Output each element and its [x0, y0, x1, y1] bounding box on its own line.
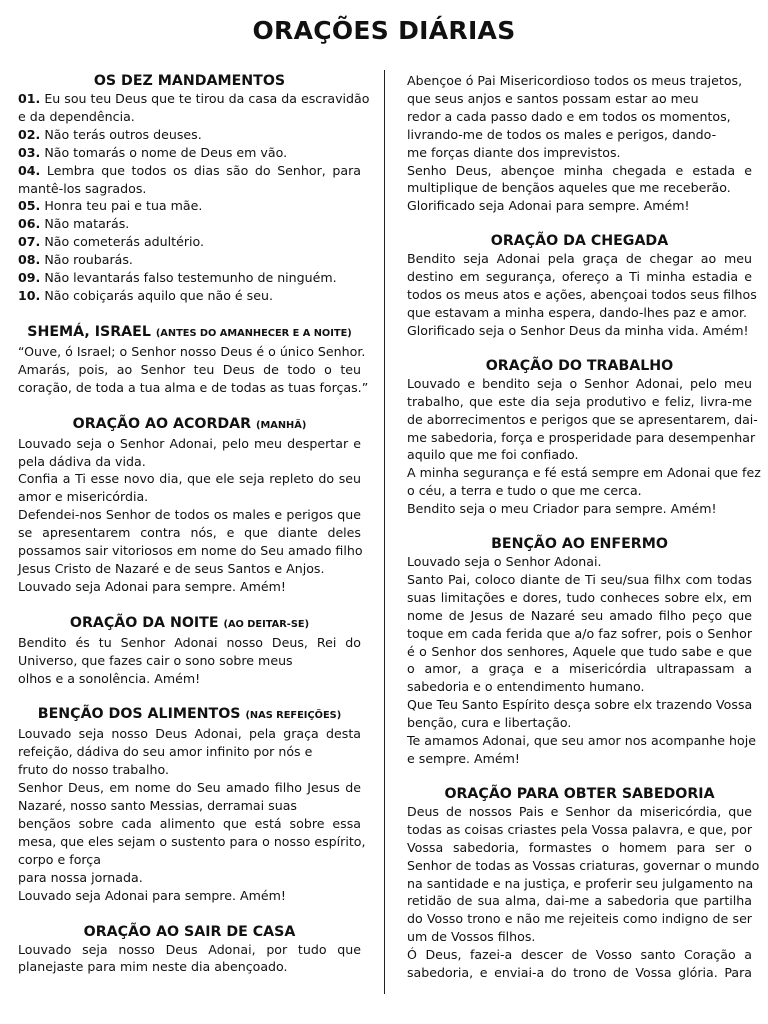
- line-text: de aborrecimentos e perigos que se apresentarem, dai-: [407, 411, 758, 427]
- section-title-text: SHEMÁ, ISRAEL: [27, 323, 151, 340]
- section-title: [407, 357, 752, 375]
- line-text: que seus anjos e santos possam estar ao meu: [407, 90, 699, 106]
- line-text: A minha segurança e fé está sempre em Adonai que fez: [407, 465, 761, 481]
- item-number: 08.: [18, 252, 41, 268]
- text-line: [407, 946, 752, 964]
- section-note: (NAS REFEIÇÕES): [245, 710, 342, 722]
- text-line: [407, 268, 752, 286]
- text-line: [407, 910, 752, 928]
- prayer-section: [407, 785, 760, 982]
- text-line: [407, 714, 752, 732]
- text-line: [18, 343, 366, 361]
- text-line: [18, 379, 369, 397]
- prayer-section: [18, 72, 370, 305]
- line-text: pela dádiva da vida.: [18, 453, 146, 469]
- prayer-section: [18, 415, 361, 596]
- text-line: [407, 857, 760, 875]
- line-text: Senhor de todas as Vossas criaturas, governar o mundo: [407, 857, 760, 873]
- line-text: Lembra que todos os dias são do Senhor, para: [40, 162, 361, 178]
- line-text: Não levantarás falso testemunho de ninguém.: [40, 270, 337, 286]
- text-line: [18, 470, 361, 488]
- section-title-text: BENÇÃO AO ENFERMO: [491, 536, 668, 553]
- text-line: [18, 761, 361, 779]
- right-column: [407, 72, 761, 999]
- line-text: Senho Deus, abençoe minha chegada e estada e: [407, 162, 752, 178]
- line-text: redor a cada passo dado e em todos os momentos,: [407, 108, 731, 124]
- section-note: (MANHÃ): [256, 419, 307, 431]
- item-number: 09.: [18, 270, 41, 286]
- text-line: [18, 90, 370, 108]
- text-line: [407, 322, 752, 340]
- line-text: Ó Deus, fazei-a descer de Vosso santo Coração a: [407, 947, 752, 963]
- line-text: refeição, dádiva do seu amor infinito por nós e: [18, 744, 313, 760]
- line-text: Louvado seja Adonai para sempre. Amém!: [18, 887, 286, 903]
- text-line: [407, 589, 752, 607]
- text-line: [18, 634, 361, 652]
- text-line: [407, 393, 752, 411]
- text-line: [18, 652, 361, 670]
- text-line: [18, 361, 361, 379]
- line-text: olhos e a sonolência. Amém!: [18, 670, 201, 686]
- text-line: [18, 144, 361, 162]
- section-title-text: ORAÇÃO DA CHEGADA: [490, 233, 669, 250]
- text-line: [407, 553, 752, 571]
- line-text: trabalho, que este dia seja produtivo e feliz, livra-me: [407, 393, 752, 409]
- line-text: Louvado seja nosso Deus Adonai, pela graça desta: [18, 726, 361, 742]
- text-line: [407, 179, 752, 197]
- text-line: [407, 500, 752, 518]
- text-line: [18, 126, 361, 144]
- line-text: Vossa sabedoria, formastes o homem para ser o: [407, 839, 752, 855]
- item-number: 05.: [18, 198, 41, 214]
- line-text: destino em segurança, ofereço a Ti minha estadia e: [407, 269, 752, 285]
- section-note: (ANTES DO AMANHECER E A NOITE): [155, 327, 352, 339]
- text-line: [18, 287, 361, 305]
- text-line: [407, 72, 752, 90]
- text-line: [18, 670, 361, 688]
- text-line: [18, 453, 361, 471]
- section-title-text: ORAÇÃO DA NOITE: [69, 614, 219, 631]
- section-title: [18, 72, 361, 90]
- line-text: suas limitações e dores, tudo conheces sobre elx, em: [407, 589, 752, 605]
- line-text: bençãos sobre cada alimento que está sobre essa: [18, 816, 361, 831]
- text-line: [18, 435, 361, 453]
- text-line: [18, 725, 361, 743]
- line-text: Glorificado seja Adonai para sempre. Amém!: [407, 198, 690, 214]
- section-title-text: ORAÇÃO AO SAIR DE CASA: [83, 923, 296, 940]
- prayer-section: [18, 923, 361, 977]
- text-line: [18, 233, 361, 251]
- text-line: [18, 578, 361, 596]
- item-number: 07.: [18, 234, 41, 250]
- line-text: sabedoria e o entendimento humano.: [407, 679, 645, 695]
- item-number: 02.: [18, 126, 41, 142]
- section-title-text: ORAÇÃO PARA OBTER SABEDORIA: [444, 785, 715, 802]
- line-text: se apresentarem contra nós, e que diante deles: [18, 525, 361, 541]
- line-text: coração, de toda a tua alma e de todas as tuas forças.”: [18, 379, 369, 395]
- line-text: Louvado seja nosso Deus Adonai, por tudo que: [18, 941, 361, 957]
- section-title: [18, 923, 361, 941]
- line-text: Santo Pai, coloco diante de Ti seu/sua filhx com todas: [407, 571, 752, 587]
- text-line: [18, 197, 361, 215]
- line-text: Que Teu Santo Espírito desça sobre elx trazendo Vossa: [407, 697, 753, 713]
- line-text: “Ouve, ó Israel; o Senhor nosso Deus é o único Senhor.: [18, 343, 366, 359]
- line-text: Não cobiçarás aquilo que não é seu.: [40, 287, 273, 303]
- line-text: benção, cura e libertação.: [407, 715, 572, 731]
- line-text: toque em cada ferida que a/o faz sofrer, pois o Senhor: [407, 625, 752, 641]
- left-column: [18, 72, 370, 994]
- text-line: [18, 251, 361, 269]
- line-text: Louvado e bendito seja o Senhor Adonai, pelo meu: [407, 375, 752, 391]
- line-text: Bendito seja o meu Criador para sempre. Amém!: [407, 501, 717, 517]
- line-text: possamos sair vitoriosos em nome do Seu amado filho: [18, 543, 363, 559]
- text-line: [18, 488, 361, 506]
- item-number: 10.: [18, 287, 41, 303]
- text-line: [18, 269, 361, 287]
- text-line: [407, 464, 761, 482]
- line-text: e da dependência.: [18, 108, 135, 124]
- text-line: [18, 180, 361, 198]
- text-line: [407, 750, 752, 768]
- text-line: [407, 250, 752, 268]
- text-line: [18, 869, 361, 887]
- text-line: [18, 560, 361, 578]
- section-title-text: ORAÇÃO AO ACORDAR: [72, 415, 252, 432]
- item-number: 03.: [18, 144, 41, 160]
- line-text: Não roubarás.: [40, 252, 133, 268]
- text-line: [18, 941, 361, 959]
- text-line: [407, 375, 752, 393]
- line-text: para nossa jornada.: [18, 869, 143, 885]
- line-text: Nazaré, nosso santo Messias, derramai suas: [18, 798, 297, 814]
- text-line: [18, 542, 361, 560]
- text-line: [407, 839, 752, 857]
- text-line: [407, 304, 752, 322]
- text-line: [407, 964, 752, 982]
- text-line: [18, 887, 361, 905]
- text-line: [18, 215, 361, 233]
- line-text: o amor, a graça e a misericórdia ultrapassam a: [407, 661, 752, 677]
- item-number: 04.: [18, 162, 41, 178]
- line-text: Eu sou teu Deus que te tirou da casa da escravidão: [40, 91, 370, 106]
- page-title: ORAÇÕES DIÁRIAS: [252, 16, 516, 45]
- section-title-text: ORAÇÃO DO TRABALHO: [485, 357, 674, 374]
- section-title: [407, 232, 752, 250]
- line-text: sabedoria, e enviai-a do trono de Vossa glória. Para: [407, 965, 752, 981]
- text-line: [407, 162, 752, 180]
- section-title: [18, 705, 361, 725]
- text-line: [407, 928, 752, 946]
- text-line: [407, 411, 758, 429]
- item-number: 01.: [18, 91, 41, 106]
- line-text: todos os meus atos e ações, abençoai todos seus filhos: [407, 287, 757, 303]
- line-text: livrando-me de todos os males e perigos, dando-: [407, 126, 717, 142]
- text-line: [18, 743, 361, 761]
- text-line: [407, 429, 756, 447]
- prayer-section: [407, 232, 757, 340]
- line-text: Não tomarás o nome de Deus em vão.: [40, 144, 288, 160]
- line-text: Louvado seja Adonai para sempre. Amém!: [18, 578, 286, 594]
- line-text: Bendito seja Adonai pela graça de chegar ao meu: [407, 251, 752, 267]
- line-text: Te amamos Adonai, que seu amor nos acompanhe hoje: [407, 733, 756, 749]
- prayer-section: [18, 705, 366, 904]
- section-title-text: OS DEZ MANDAMENTOS: [93, 73, 286, 89]
- section-title: [407, 535, 752, 553]
- section-title: [18, 323, 361, 343]
- line-text: Deus de nossos Pais e Senhor da misericórdia, que: [407, 803, 752, 819]
- text-line: [407, 607, 752, 625]
- text-line: [407, 108, 752, 126]
- line-text: me forças diante dos imprevistos.: [407, 144, 621, 160]
- line-text: aquilo que me foi confiado.: [407, 447, 579, 463]
- line-text: Bendito és tu Senhor Adonai nosso Deus, Rei do: [18, 634, 361, 650]
- line-text: Universo, que fazes cair o sono sobre meus: [18, 652, 293, 668]
- text-line: [407, 875, 752, 893]
- line-text: Louvado seja o Senhor Adonai, pelo meu despertar e: [18, 435, 361, 451]
- line-text: Amarás, pois, ao Senhor teu Deus de todo o teu: [18, 361, 361, 377]
- column-divider: [384, 70, 385, 994]
- text-line: [18, 779, 361, 797]
- line-text: multiplique de bençãos aqueles que me receberão.: [407, 180, 731, 196]
- text-line: [407, 571, 752, 589]
- section-title: [18, 614, 361, 634]
- text-line: [18, 108, 361, 126]
- line-text: retidão de sua alma, dai-me a sabedoria que partilha: [407, 893, 752, 909]
- line-text: planejaste para mim neste dia abençoado.: [18, 959, 288, 975]
- text-line: [407, 286, 757, 304]
- text-line: [18, 524, 361, 542]
- line-text: mantê-los sagrados.: [18, 180, 147, 196]
- text-line: [407, 446, 752, 464]
- line-text: Louvado seja o Senhor Adonai.: [407, 554, 602, 570]
- line-text: Confia a Ti esse novo dia, que ele seja repleto do seu: [18, 471, 361, 487]
- line-text: me sabedoria, força e prosperidade para desempenhar: [407, 429, 756, 445]
- line-text: Não terás outros deuses.: [40, 126, 202, 142]
- text-line: [407, 625, 752, 643]
- line-text: Jesus Cristo de Nazaré e de seus Santos e Anjos.: [18, 560, 325, 576]
- text-line: [407, 821, 752, 839]
- section-title-text: BENÇÃO DOS ALIMENTOS: [37, 706, 241, 723]
- line-text: que estavam a minha espera, dando-lhes paz e amor.: [407, 304, 748, 320]
- text-line: [407, 696, 752, 714]
- line-text: corpo e força: [18, 851, 101, 867]
- line-text: é o Senhor dos senhores, Aquele que tudo sabe e que: [407, 643, 752, 659]
- prayer-section: [18, 323, 369, 397]
- line-text: Não cometerás adultério.: [40, 234, 204, 250]
- text-line: [18, 162, 361, 180]
- text-line: [18, 958, 361, 976]
- line-text: na santidade e na justiça, e proferir seu julgamento na: [407, 875, 754, 891]
- text-line: [407, 144, 752, 162]
- prayer-section: [407, 535, 756, 768]
- text-line: [18, 833, 366, 851]
- line-text: o céu, a terra e tudo o que me cerca.: [407, 483, 642, 499]
- section-title: [18, 415, 361, 435]
- line-text: Senhor Deus, em nome do Seu amado filho Jesus de: [18, 780, 361, 796]
- line-text: Glorificado seja o Senhor Deus da minha vida. Amém!: [407, 322, 749, 338]
- text-line: [407, 482, 752, 500]
- text-line: [407, 126, 752, 144]
- line-text: um de Vossos filhos.: [407, 929, 536, 945]
- line-text: Abençoe ó Pai Misericordioso todos os meus trajetos,: [407, 73, 743, 88]
- text-line: [18, 851, 361, 869]
- text-line: [407, 892, 752, 910]
- text-line: [407, 660, 752, 678]
- line-text: Defendei-nos Senhor de todos os males e perigos que: [18, 507, 361, 523]
- line-text: amor e misericórdia.: [18, 489, 149, 505]
- line-text: Honra teu pai e tua mãe.: [40, 198, 203, 214]
- line-text: mesa, que eles sejam o sustento para o nosso espírito,: [18, 833, 366, 849]
- text-line: [18, 797, 361, 815]
- prayer-section: [407, 72, 752, 215]
- item-number: 06.: [18, 216, 41, 232]
- section-title: [407, 785, 752, 803]
- text-line: [407, 803, 752, 821]
- text-line: [407, 643, 752, 661]
- text-line: [407, 90, 752, 108]
- prayer-section: [407, 357, 761, 518]
- line-text: nome de Jesus de Nazaré seu amado filho peço que: [407, 607, 752, 623]
- prayer-section: [18, 614, 361, 688]
- line-text: Não matarás.: [40, 216, 130, 232]
- text-line: [18, 815, 361, 833]
- text-line: [18, 506, 361, 524]
- section-note: (AO DEITAR-SE): [223, 618, 310, 630]
- text-line: [407, 197, 752, 215]
- line-text: e sempre. Amém!: [407, 751, 520, 766]
- text-line: [407, 678, 752, 696]
- line-text: do Vosso trono e não me rejeiteis como indigno de ser: [407, 911, 752, 927]
- line-text: todas as coisas criastes pela Vossa palavra, e que, por: [407, 821, 752, 837]
- text-line: [407, 732, 756, 750]
- line-text: fruto do nosso trabalho.: [18, 762, 169, 778]
